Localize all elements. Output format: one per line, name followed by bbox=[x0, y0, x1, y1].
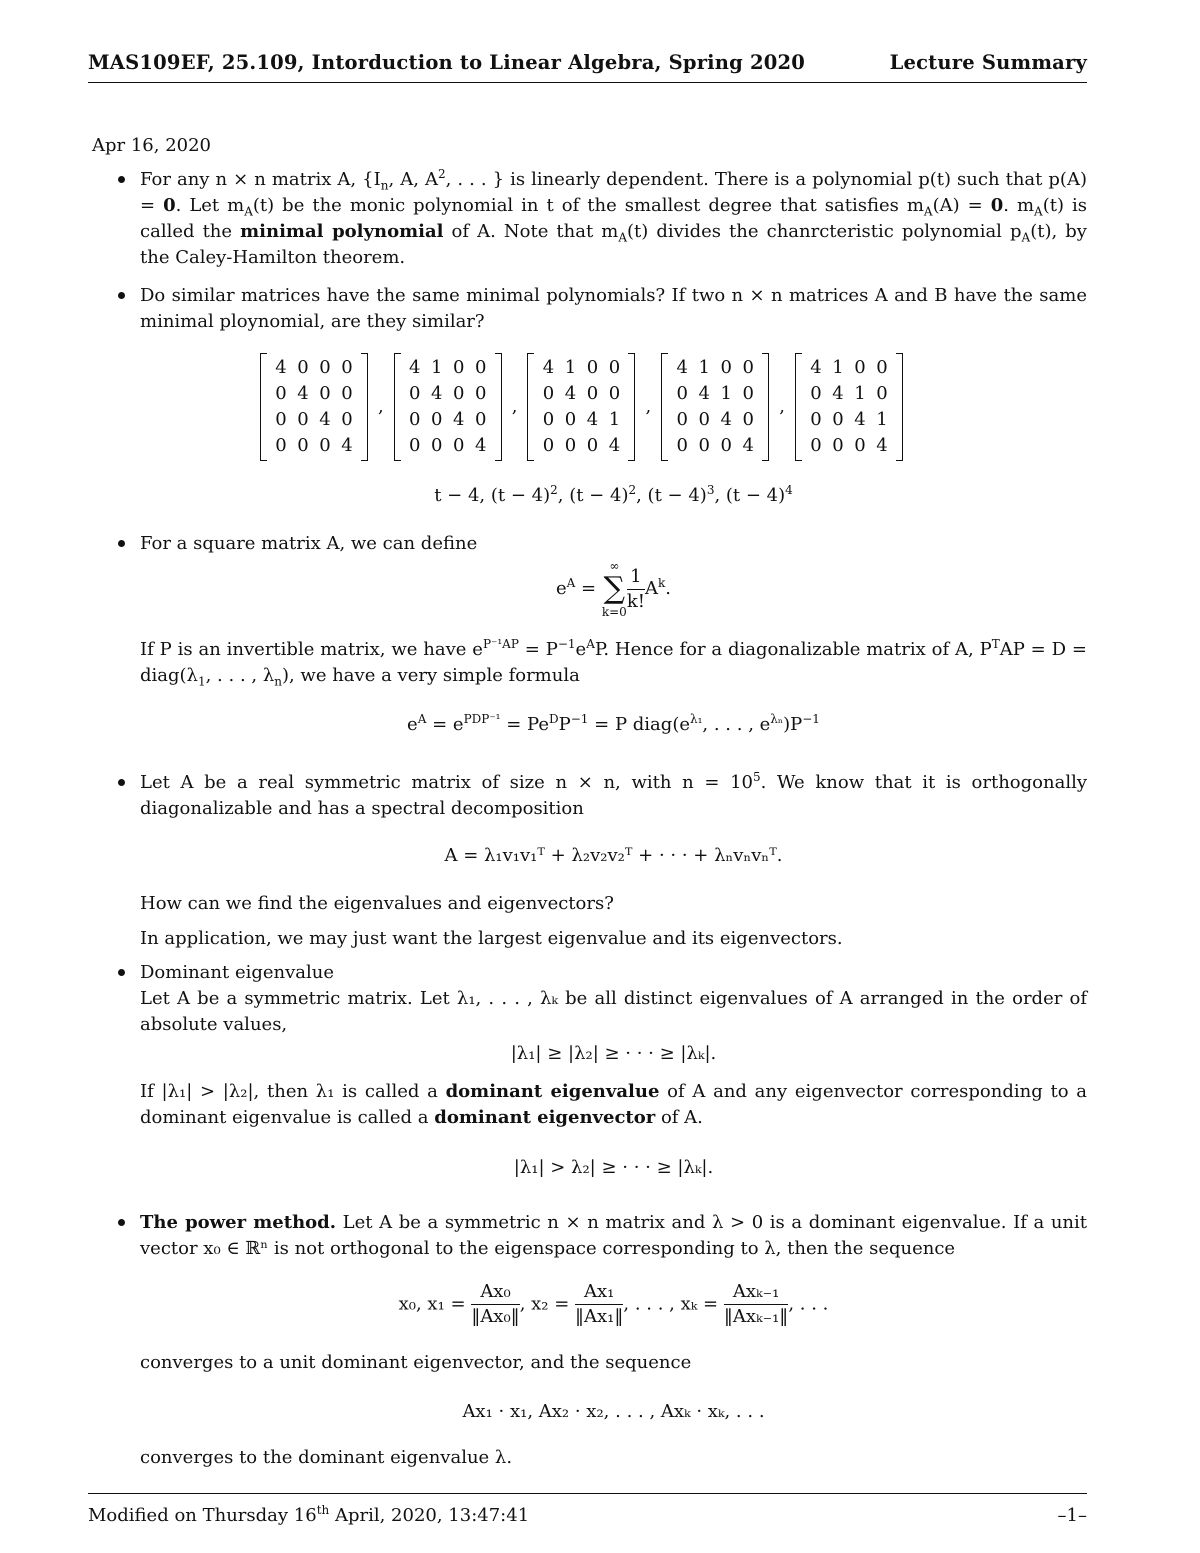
bullet-power-method bbox=[140, 1210, 1087, 1262]
matrix-entry: 4 bbox=[854, 409, 866, 430]
matrix-entry: 0 bbox=[297, 409, 309, 430]
matrix-entry: 0 bbox=[810, 409, 822, 430]
matrix-entry: 0 bbox=[475, 383, 487, 404]
matrix-entry: 0 bbox=[742, 383, 754, 404]
bullet-matrix-exponential bbox=[140, 531, 1087, 557]
matrix-entry: 0 bbox=[676, 435, 688, 456]
symmetric-matrix-paragraph: Let A be a real symmetric matrix of size n × n, with $n = 10^5$. We know that it is orthogonally diagonalizable and has a spectral decomposition bbox=[140, 770, 1087, 819]
matrix-entry: 0 bbox=[341, 357, 353, 378]
matrix-entry: 4 bbox=[876, 435, 888, 456]
minimal-polynomial-paragraph: For any n × n matrix A, {$I_n$, A, $A^2$, . . . } is linearly dependent. There is a polynomial p(t) such that p(A) = 0. Let $m_A(t)$ be the monic polynomial in t of the smallest degree that satisfies $m_A(A) = 0$. $m_A(t)$ is called the minimal polynomial of A. Note that $m_A(t)$ divides the chanrcteristic polynomial $p_A(t)$, by the Caley-Hamilton theorem. bbox=[140, 167, 1087, 268]
matrix-separator: , bbox=[511, 396, 518, 417]
matrix-entry: 0 bbox=[720, 357, 732, 378]
similar-matrices-question: Do similar matrices have the same minimal polynomials? If two n × n matrices A and B have the same minimal ploynomial, are they similar? bbox=[140, 285, 1087, 332]
matrix-entry: 0 bbox=[854, 435, 866, 456]
minimal-polynomials-line: t − 4, $(t - 4)^2$, $(t - 4)^2$, $(t - 4)^3$, $(t - 4)^4$ bbox=[434, 483, 793, 506]
matrix-entry: 0 bbox=[453, 357, 465, 378]
matrix-entry: 0 bbox=[698, 435, 710, 456]
matrix-entry: 0 bbox=[742, 357, 754, 378]
matrix-entry: 0 bbox=[854, 357, 866, 378]
bullet-spectral-decomposition bbox=[140, 770, 1087, 822]
bullet-dominant-eigenvalue bbox=[140, 960, 1087, 1038]
bullet-similar-matrices bbox=[140, 283, 1087, 335]
convergence-eigenvector-text: converges to a unit dominant eigenvector, and the sequence bbox=[140, 1352, 692, 1373]
eigen-question-2: In application, we may just want the largest eigenvalue and its eigenvectors. bbox=[140, 928, 843, 949]
matrix-entry: 0 bbox=[742, 409, 754, 430]
matrix-entry: 0 bbox=[431, 409, 443, 430]
lecture-date: Apr 16, 2020 bbox=[92, 135, 212, 156]
convergence-eigenvalue-text: converges to the dominant eigenvalue λ. bbox=[140, 1447, 513, 1468]
bullet-dot bbox=[118, 176, 125, 183]
dominant-eigenvalue-paragraph: Let A be a symmetric matrix. Let λ₁, . . . , λₖ be all distinct eigenvalues of A arranged in the order of absolute values, bbox=[140, 988, 1087, 1035]
document-type: Lecture Summary bbox=[889, 51, 1087, 74]
matrix-entry: 0 bbox=[297, 357, 309, 378]
matrix-entry: 1 bbox=[876, 409, 888, 430]
bullet-dot bbox=[118, 779, 125, 786]
matrix-entry: 4 bbox=[275, 357, 287, 378]
matrix-entry: 4 bbox=[319, 409, 331, 430]
matrix-separator: , bbox=[378, 396, 384, 417]
matrix-entry: 1 bbox=[608, 409, 621, 430]
bullet-dot bbox=[118, 969, 125, 976]
matrix-entry: 0 bbox=[275, 409, 287, 430]
matrix-entry: 0 bbox=[319, 435, 331, 456]
eigen-question-1: How can we find the eigenvalues and eigenvectors? bbox=[140, 893, 614, 914]
matrix-entry: 4 bbox=[832, 383, 844, 404]
matrix-entry: 4 bbox=[475, 435, 487, 456]
matrix-5 bbox=[795, 353, 903, 461]
matrix-entry: 0 bbox=[542, 435, 555, 456]
matrix-3 bbox=[527, 353, 635, 461]
matrix-entry: 0 bbox=[475, 357, 487, 378]
matrix-entry: 0 bbox=[453, 435, 465, 456]
matrix-entry: 0 bbox=[297, 435, 309, 456]
bullet-dot bbox=[118, 1219, 125, 1226]
matrix-entry: 0 bbox=[319, 357, 331, 378]
matrix-entry: 4 bbox=[409, 357, 421, 378]
matrix-entry: 0 bbox=[832, 409, 844, 430]
power-method-paragraph: The power method. Let A be a symmetric n × n matrix and λ > 0 is a dominant eigenvalue. If a unit vector x₀ ∈ ℝⁿ is not orthogonal to the eigenspace corresponding to λ, then the sequence bbox=[140, 1212, 1087, 1259]
matrix-entry: 0 bbox=[319, 383, 331, 404]
page-number: –1– bbox=[1057, 1505, 1087, 1526]
matrix-entry: 4 bbox=[341, 435, 353, 456]
rayleigh-sequence: Ax₁ · x₁, Ax₂ · x₂, . . . , Axₖ · xₖ, . . . bbox=[462, 1401, 765, 1422]
matrix-entry: 0 bbox=[453, 383, 465, 404]
matrix-entry: 4 bbox=[297, 383, 309, 404]
matrix-entry: 4 bbox=[453, 409, 465, 430]
matrix-separator: , bbox=[779, 396, 785, 417]
matrix-entry: 0 bbox=[564, 435, 577, 456]
matrix-entry: 0 bbox=[608, 383, 621, 404]
matrix-1 bbox=[260, 353, 368, 461]
matrix-entry: 4 bbox=[564, 383, 577, 404]
matrix-entry: 0 bbox=[542, 409, 555, 430]
matrix-separator: , bbox=[645, 396, 652, 417]
matrix-entry: 0 bbox=[586, 357, 599, 378]
matrix-entry: 4 bbox=[586, 409, 599, 430]
page-header bbox=[88, 50, 1087, 76]
page-footer bbox=[88, 1503, 1087, 1529]
dominant-definition: If |λ₁| > |λ₂|, then λ₁ is called a dominant eigenvalue of A and any eigenvector corresponding to a dominant eigenvalue is called a dominant eigenvector of A. bbox=[140, 1081, 1088, 1128]
eigenvalue-ordering: |λ₁| ≥ |λ₂| ≥ · · · ≥ |λₖ|. bbox=[510, 1043, 717, 1064]
matrix-entry: 0 bbox=[431, 435, 443, 456]
matrix-entry: 1 bbox=[832, 357, 844, 378]
dominant-eigenvalue-title: Dominant eigenvalue bbox=[140, 962, 335, 983]
exponential-series-formula: $e^A$ = ∞ ∑ k=0 $\frac{1}{k!}$ $A^k$. bbox=[556, 559, 671, 619]
matrix-entry: 0 bbox=[810, 383, 822, 404]
matrix-entry: 1 bbox=[854, 383, 866, 404]
header-rule bbox=[88, 82, 1087, 83]
matrix-entry: 4 bbox=[542, 357, 555, 378]
matrix-entry: 4 bbox=[698, 383, 710, 404]
matrix-entry: 0 bbox=[275, 383, 287, 404]
matrix-entry: 4 bbox=[720, 409, 732, 430]
bullet-dot bbox=[118, 540, 125, 547]
bullet-minimal-polynomial bbox=[140, 167, 1087, 271]
matrix-2 bbox=[394, 353, 502, 461]
example-matrices bbox=[260, 352, 980, 462]
modified-date: Modified on Thursday 16th April, 2020, 13:47:41 bbox=[88, 1503, 530, 1526]
footer-rule bbox=[88, 1493, 1087, 1494]
matrix-exponential-intro: For a square matrix A, we can define bbox=[140, 533, 478, 554]
matrix-entry: 0 bbox=[720, 435, 732, 456]
matrix-entry: 0 bbox=[676, 409, 688, 430]
matrix-entry: 4 bbox=[742, 435, 754, 456]
matrix-entry: 0 bbox=[876, 383, 888, 404]
matrix-entry: 0 bbox=[564, 409, 577, 430]
matrix-entry: 0 bbox=[832, 435, 844, 456]
matrix-entry: 4 bbox=[810, 357, 822, 378]
matrix-entry: 0 bbox=[876, 357, 888, 378]
matrix-entry: 0 bbox=[542, 383, 555, 404]
strict-eigenvalue-ordering: |λ₁| > λ₂| ≥ · · · ≥ |λₖ|. bbox=[513, 1157, 714, 1178]
diagonal-exponential-formula: $e^A = e^{PDP^{-1}} = Pe^DP^{-1} = P$ $diag(e^{\lambda_1}$, . . . , $e^{\lambda_n})P^{-1}$ bbox=[407, 712, 820, 735]
matrix-entry: 0 bbox=[475, 409, 487, 430]
matrix-entry: 1 bbox=[698, 357, 710, 378]
matrix-entry: 4 bbox=[431, 383, 443, 404]
matrix-entry: 0 bbox=[409, 383, 421, 404]
matrix-entry: 0 bbox=[341, 383, 353, 404]
matrix-entry: 0 bbox=[586, 383, 599, 404]
course-title: MAS109EF, 25.109, Intorduction to Linear Algebra, Spring 2020 bbox=[88, 51, 806, 74]
matrix-entry: 0 bbox=[341, 409, 353, 430]
spectral-decomposition-formula: A = λ₁v₁v₁ᵀ + λ₂v₂v₂ᵀ + · · · + λₙvₙvₙᵀ. bbox=[444, 845, 783, 866]
matrix-entry: 0 bbox=[409, 409, 421, 430]
matrix-entry: 4 bbox=[608, 435, 621, 456]
invertible-matrix-paragraph: If P is an invertible matrix, we have $e^{P^{-1}AP} = P^{-1}e^AP$. Hence for a diagonalizable matrix of A, $P^TAP = D$ = $diag(\lambda_1$, . . . , $\lambda_n$), we have a very simple formula bbox=[140, 637, 1087, 689]
matrix-entry: 0 bbox=[586, 435, 599, 456]
matrix-entry: 0 bbox=[275, 435, 287, 456]
matrix-entry: 0 bbox=[810, 435, 822, 456]
bullet-dot bbox=[118, 292, 125, 299]
matrix-entry: 0 bbox=[676, 383, 688, 404]
matrix-4 bbox=[661, 353, 769, 461]
matrix-entry: 0 bbox=[409, 435, 421, 456]
matrix-entry: 1 bbox=[564, 357, 577, 378]
power-method-sequence: x₀, x₁ = $\frac{\text{Ax₀}}{\text{‖Ax₀‖}}$ , x₂ = $\frac{\text{Ax₁}}{\text{‖Ax₁‖}}$ , . . . , xₖ = $\frac{\text{Axₖ₋₁}}{\text{‖Axₖ₋₁‖}}$ , . . . bbox=[398, 1281, 829, 1327]
matrix-entry: 0 bbox=[698, 409, 710, 430]
matrix-entry: 1 bbox=[720, 383, 732, 404]
eigen-questions bbox=[140, 891, 1087, 952]
matrix-entry: 0 bbox=[608, 357, 621, 378]
matrix-entry: 4 bbox=[676, 357, 688, 378]
matrix-entry: 1 bbox=[431, 357, 443, 378]
